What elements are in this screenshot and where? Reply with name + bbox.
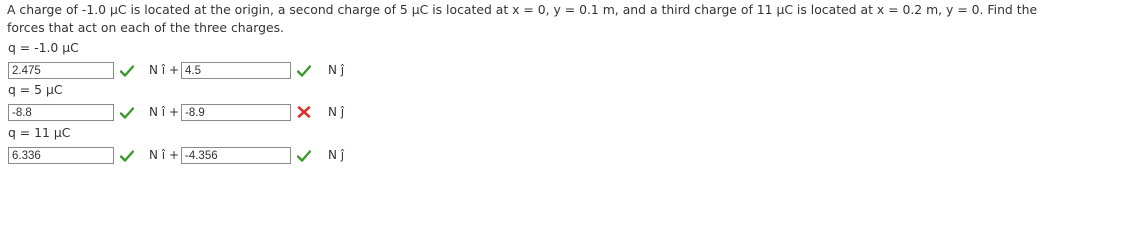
problem-line-1: A charge of -1.0 µC is located at the origin, a second charge of 5 µC is located at x = 0, y = 0.1 m, and a third charge of 11 µC is located at x = 0.2 m, y = 0. Find the: [7, 2, 1038, 17]
check-icon: [297, 65, 311, 77]
unit-j-hat-q3: N ĵ: [328, 148, 345, 162]
charge-label-q1: q = -1.0 µC: [8, 40, 79, 55]
check-icon: [120, 107, 134, 119]
check-icon: [120, 65, 134, 77]
force-y-input-q1[interactable]: [181, 62, 291, 79]
unit-j-hat-q2: N ĵ: [328, 105, 345, 119]
problem-statement: [7, 1, 1125, 37]
unit-j-hat-q1: N ĵ: [328, 63, 345, 77]
check-icon: [297, 150, 311, 162]
problem-line-2: forces that act on each of the three charges.: [7, 20, 284, 35]
unit-i-hat-q1: N î +: [149, 63, 179, 77]
charge-label-q3: q = 11 µC: [8, 125, 71, 140]
force-x-input-q2[interactable]: [8, 104, 114, 121]
unit-i-hat-q2: N î +: [149, 105, 179, 119]
force-y-input-q3[interactable]: [181, 147, 291, 164]
charge-label-q2: q = 5 µC: [8, 82, 63, 97]
force-x-input-q3[interactable]: [8, 147, 114, 164]
unit-i-hat-q3: N î +: [149, 148, 179, 162]
force-x-input-q1[interactable]: [8, 62, 114, 79]
force-y-input-q2[interactable]: [181, 104, 291, 121]
x-icon: [297, 106, 311, 118]
check-icon: [120, 150, 134, 162]
